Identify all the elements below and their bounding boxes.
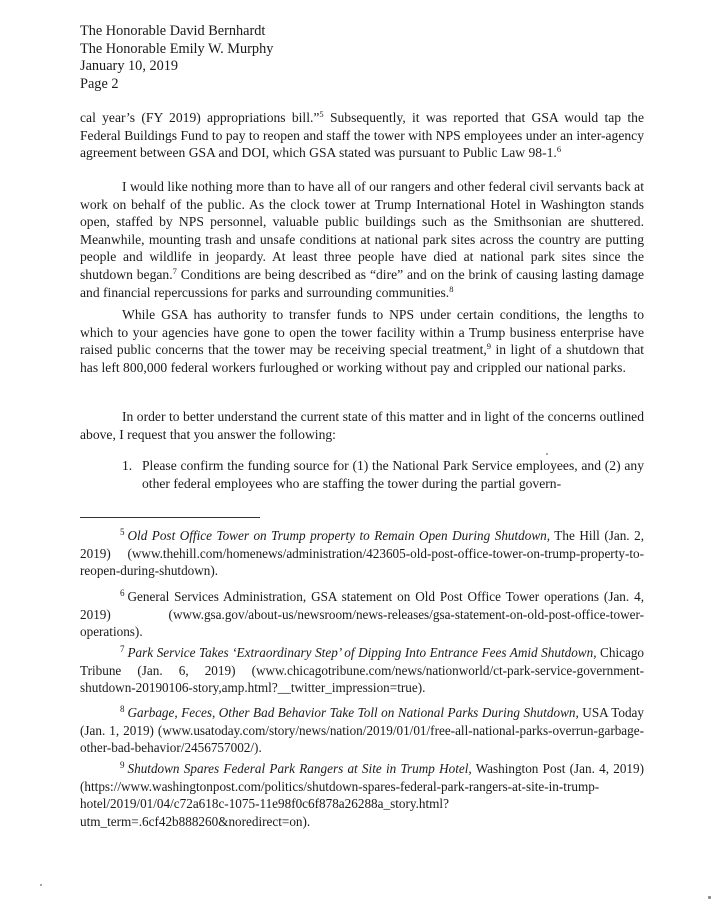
footnote-citation: Chicago Tribune (Jan. 6, 2019) (www.chicagotribune.com/news/nationworld/ct-park-service-government-shutdown-20190106-story,amp.html?__twitter_impression=true). bbox=[80, 645, 645, 696]
paragraph-4: In order to better understand the current state of this matter and in light of the concerns outlined above, I request that you answer the following: bbox=[80, 409, 644, 442]
paragraph-3 bbox=[80, 306, 644, 376]
footnote-5 bbox=[80, 524, 644, 580]
paragraph-1-text-a: cal year’s (FY 2019) appropriations bill.” bbox=[80, 110, 320, 125]
footnote-mark: 6 bbox=[120, 588, 125, 598]
footnote-ref-9: 9 bbox=[486, 341, 492, 352]
footnote-title: Old Post Office Tower on Trump property to Remain Open During Shutdown, bbox=[127, 528, 551, 543]
footnote-title: Park Service Takes ‘Extraordinary Step’ of Dipping Into Entrance Fees Amid Shutdown, bbox=[127, 645, 597, 660]
footnote-citation: The Hill (Jan. 2, 2019) (www.thehill.com/homenews/administration/423605-old-post-office-tower-on-trump-property-to-reopen-during-shutdown). bbox=[80, 528, 644, 579]
footnote-6 bbox=[80, 585, 644, 641]
footnote-ref-5: 5 bbox=[319, 109, 324, 119]
footnote-mark: 9 bbox=[120, 760, 125, 770]
footnote-ref-6: 6 bbox=[556, 144, 562, 155]
footnote-ref-7: 7 bbox=[172, 265, 177, 276]
footnote-citation: General Services Administration, GSA statement on Old Post Office Tower operations (Jan. 4, 2019) (www.gsa.gov/about-us/newsroom/news-releases/gsa-statement-on-old-post-office-tower-operations). bbox=[80, 589, 644, 640]
scan-speck bbox=[708, 896, 711, 899]
scan-speck bbox=[546, 453, 548, 455]
letter-date: January 10, 2019 bbox=[80, 58, 179, 74]
paragraph-2-text-b: Conditions are being described as “dire” and on the brink of causing lasting damage and financial repercussions for parks and surrounding communities. bbox=[80, 266, 645, 300]
page-number: Page 2 bbox=[80, 75, 119, 92]
footnote-citation: Washington Post (Jan. 4, 2019) (https://www.washingtonpost.com/politics/shutdown-spares-federal-park-rangers-at-site-in-trump-hotel/2019/01/04/c72a618c-1075-11e98f0c6f878a26288a_story.html?utm_term=.6cf42b888260&noredirect=on). bbox=[80, 761, 644, 829]
footnote-divider bbox=[80, 517, 260, 518]
addressee-1: The Honorable David Bernhardt bbox=[80, 23, 266, 39]
paragraph-1 bbox=[80, 109, 644, 162]
request-list-item bbox=[122, 457, 644, 492]
footnote-9 bbox=[80, 757, 644, 830]
footnote-7 bbox=[80, 641, 644, 697]
paragraph-1-text-b: Subsequently, it was reported that GSA would tap the Federal Buildings Fund to pay to reopen and staff the tower with NPS employees under an inter-agency agreement between GSA and DOI, which GSA stated was pursuant to Public Law 98-1. bbox=[80, 110, 644, 161]
scan-speck bbox=[40, 884, 42, 886]
footnote-ref-8: 8 bbox=[449, 283, 454, 294]
footnote-mark: 5 bbox=[120, 527, 125, 537]
paragraph-3-text-b: in light of a shutdown that has left 800,000 federal workers furloughed or working without pay and crippled our national parks. bbox=[80, 342, 644, 375]
paragraph-2 bbox=[80, 178, 644, 301]
footnote-8 bbox=[80, 701, 644, 757]
addressee-2: The Honorable Emily W. Murphy bbox=[80, 40, 274, 57]
footnote-mark: 7 bbox=[120, 644, 125, 654]
paragraph-3-text-a: While GSA has authority to transfer funds to NPS under certain conditions, the lengths to which to your agencies have gone to open the tower facility within a Trump business enterprise have raised public concerns that the tower may be receiving special treatment, bbox=[80, 307, 644, 358]
footnote-title: Shutdown Spares Federal Park Rangers at Site in Trump Hotel, bbox=[127, 761, 472, 776]
footnote-title: Garbage, Feces, Other Bad Behavior Take Toll on National Parks During Shutdown, bbox=[127, 705, 579, 720]
list-number: 1. bbox=[122, 458, 133, 473]
footnote-mark: 8 bbox=[120, 704, 125, 714]
letter-header bbox=[80, 23, 273, 93]
paragraph-2-text-a: I would like nothing more than to have all of our rangers and other federal civil servants back at work on behalf of the public. As the clock tower at Trump International Hotel in Washington stands open, staffed by NPS personnel, valuable public buildings such as the Smithsonian are shuttered. Meanwhile, mounting trash and unsafe conditions at national park sites across the country are putting people and wildlife in jeopardy. At least three people have died at national park sites since the shutdown began. bbox=[80, 179, 644, 282]
list-text: Please confirm the funding source for (1) the National Park Service employees, and (2) any other federal employees who are staffing the tower during the partial govern- bbox=[142, 458, 644, 491]
footnote-citation: USA Today (Jan. 1, 2019) (www.usatoday.com/story/news/nation/2019/01/01/free-all-national-parks-overrun-garbage-other-bad-behavior/2456757002/). bbox=[80, 705, 645, 756]
